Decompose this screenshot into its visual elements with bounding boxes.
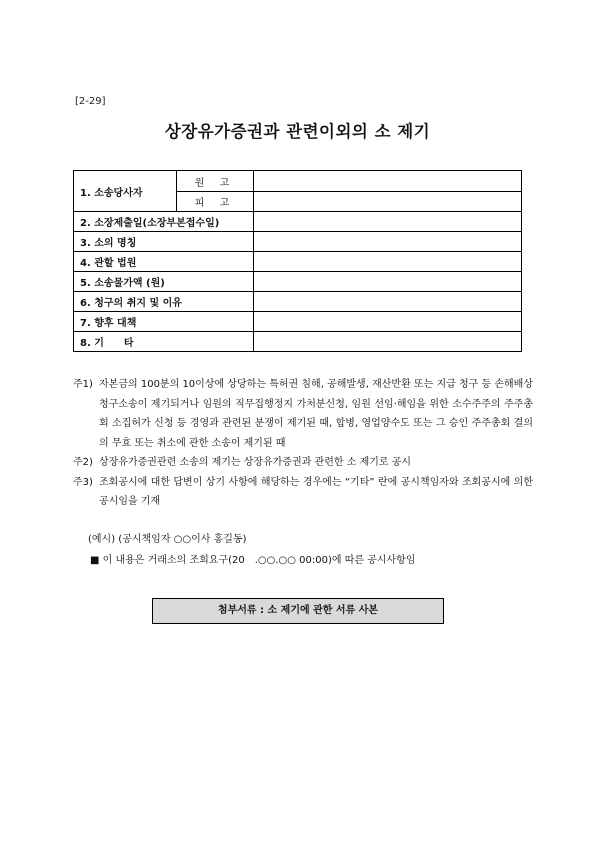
example-text: (예시) (공시책임자 ○○이사 홍길동) [88,534,247,545]
disclosure-notice: ■ 이 내용은 거래소의 조회요구(20 .○○.○○ 00:00)에 따른 공시사항임 [90,555,416,566]
table-row [74,232,522,252]
future-plan-value-cell[interactable] [254,312,522,332]
note-tag: 주2) [73,457,93,468]
plaintiff-label: 원 고 [177,171,254,192]
court-value-cell[interactable] [254,252,522,272]
attachment-box: 첨부서류 : 소 제기에 관한 서류 사본 [152,598,444,624]
row-label: 5. 소송물가액 (원) [74,272,254,292]
table-row [74,171,522,192]
defendant-value-cell[interactable] [254,192,522,212]
note-item [73,473,533,512]
claim-purpose-value-cell[interactable] [254,292,522,312]
table-row [74,212,522,232]
defendant-label: 피 고 [177,192,254,212]
note-tag: 주3) [73,476,93,488]
row-label: 3. 소의 명칭 [74,232,254,252]
table-row [74,292,522,312]
table-row [74,332,522,352]
table-row [74,272,522,292]
table-row [74,312,522,332]
claim-amount-value-cell[interactable] [254,272,522,292]
row-label: 6. 청구의 취지 및 이유 [74,292,254,312]
note-text: 상장유가증권관련 소송의 제기는 상장유가증권과 관련한 소 제기로 공시 [99,457,412,468]
note-tag: 주1) [73,379,93,390]
note-item [73,375,533,453]
row-label: 8. 기 타 [74,332,254,352]
parties-label: 1. 소송당사자 [74,171,177,212]
row-label: 2. 소장제출일(소장부본접수일) [74,212,254,232]
suit-name-value-cell[interactable] [254,232,522,252]
document-title: 상장유가증권과 관련이외의 소 제기 [164,122,431,141]
note-text: 자본금의 100분의 10이상에 상당하는 특허권 침해, 공해발생, 재산반환 또는 지급 청구 등 손해배상청구소송이 제기되거나 임원의 직무집행정지 가처분신청, 임원 선임·해임을 위한 소수주주의 주주총회 소집허가 신청 등 경영과 관련된 분쟁이 제기된 때, 합병, 영업양수도 또는 그 승인 주주총회 결의의 무효 또는 취소에 관한 소송이 제기된 때 [99,379,533,449]
notes-section [73,375,533,512]
note-item [73,453,533,473]
disclosure-form-table [73,170,522,352]
row-label: 4. 관할 법원 [74,252,254,272]
filing-date-value-cell[interactable] [254,212,522,232]
table-row [74,252,522,272]
document-code: [2-29] [75,96,106,107]
note-text: 조회공시에 대한 답변이 상기 사항에 해당하는 경우에는 “기타” 란에 공시책임자와 조회공시에 의한 공시임을 기재 [99,476,533,507]
other-value-cell[interactable] [254,332,522,352]
row-label: 7. 향후 대책 [74,312,254,332]
plaintiff-value-cell[interactable] [254,171,522,192]
